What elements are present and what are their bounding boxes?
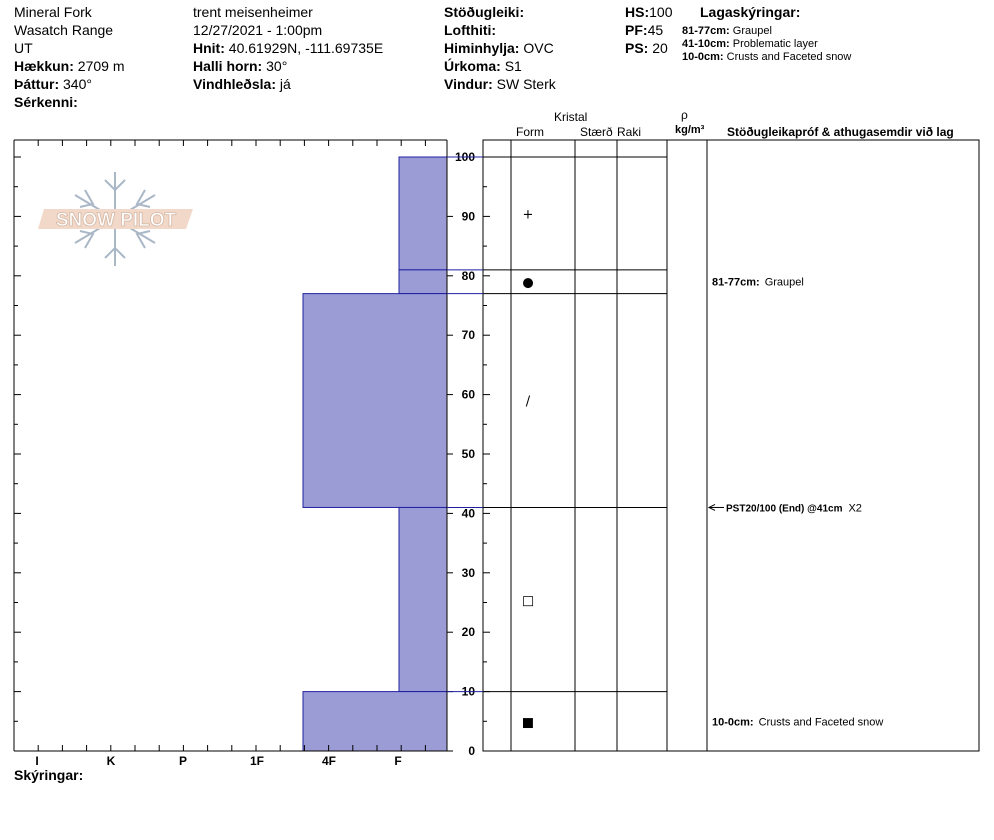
- hardness-bar: [303, 692, 447, 751]
- logo-text: SNOW PILOT: [55, 210, 177, 231]
- stability-label: Stöðugleiki:: [444, 4, 525, 20]
- y-tick-label: 10: [461, 684, 475, 699]
- features-label: Sérkenni:: [14, 94, 78, 110]
- moisture-header: Raki: [617, 125, 642, 139]
- legend-item: 10-0cm: Crusts and Faceted snow: [682, 51, 852, 63]
- hardness-bar: [399, 270, 447, 294]
- hardness-bar: [399, 507, 447, 691]
- grain-form-symbol: □: [521, 593, 535, 609]
- hs-row: HS:100: [625, 4, 673, 20]
- sky-row: Himinhylja: OVC: [444, 40, 554, 56]
- density-unit-header: kg/m³: [675, 124, 705, 136]
- grain-form-symbol: ●: [522, 275, 534, 291]
- comment-text: Graupel: [764, 276, 804, 289]
- y-tick-label: 100: [454, 150, 475, 164]
- layer-comment: [712, 277, 804, 289]
- comment-text: Crusts and Faceted snow: [758, 716, 884, 729]
- y-tick-label: 80: [461, 268, 475, 283]
- y-tick-label: 20: [461, 625, 475, 640]
- y-tick-label: 70: [461, 328, 475, 343]
- legend-title: Lagaskýringar:: [700, 4, 801, 20]
- hardness-tick-label: P: [178, 754, 188, 768]
- y-tick-label: 60: [461, 387, 475, 402]
- coords-row: Hnit: 40.61929N, -111.69735E: [193, 40, 384, 56]
- comment-range: 10-0cm:: [712, 716, 754, 729]
- hardness-tick-label: 4F: [321, 754, 337, 768]
- precip-row: Úrkoma: S1: [444, 58, 522, 74]
- right-panel-frame: [483, 140, 979, 751]
- y-tick-label: 90: [461, 209, 475, 224]
- snowpilot-logo: [38, 172, 193, 266]
- test-label: PST20/100 (End) @41cm: [726, 503, 843, 515]
- pf-row: PF:45: [625, 22, 664, 38]
- comment-range: 81-77cm:: [712, 276, 760, 289]
- observer: trent meisenheimer: [193, 4, 313, 20]
- hardness-tick-label: K: [106, 754, 116, 768]
- test-extra: X2: [848, 502, 862, 515]
- form-header: Form: [516, 125, 544, 139]
- rho-header: ρ: [681, 108, 688, 122]
- legend-item: 41-10cm: Problematic layer: [682, 38, 818, 50]
- crystal-header: Kristal: [554, 110, 588, 124]
- legend-item: 81-77cm: Graupel: [682, 25, 772, 37]
- wind-row: Vindur: SW Sterk: [444, 76, 556, 92]
- grain-form-symbol: ■: [521, 715, 535, 731]
- elevation-row: Hækkun: 2709 m: [14, 58, 125, 74]
- wind-loading-row: Vindhleðsla: já: [193, 76, 291, 92]
- size-header: Stærð: [580, 125, 613, 139]
- y-tick-label: 50: [461, 447, 475, 461]
- aspect-row: Þáttur: 340°: [14, 76, 92, 92]
- grain-form-symbol: +: [522, 207, 534, 223]
- location: Mineral Fork: [14, 4, 92, 20]
- ps-row: PS: 20: [625, 40, 668, 56]
- hardness-bar: [399, 157, 447, 270]
- tests-header: Stöðugleikapróf & athugasemdir við lag: [727, 125, 954, 139]
- hardness-bar: [303, 294, 447, 508]
- hardness-tick-label: F: [394, 754, 402, 768]
- slope-row: Halli horn: 30°: [193, 58, 288, 74]
- airtemp-label: Lofthiti:: [444, 22, 497, 38]
- notes-label: Skýringar:: [14, 767, 84, 783]
- grain-form-symbol: /: [525, 394, 531, 410]
- range: Wasatch Range: [14, 22, 114, 38]
- layer-comment: [712, 716, 883, 728]
- y-tick-label: 0: [468, 744, 475, 758]
- stability-test: [726, 502, 862, 514]
- datetime: 12/27/2021 - 1:00pm: [193, 22, 323, 38]
- hardness-tick-label: 1F: [249, 754, 265, 768]
- y-tick-label: 40: [461, 506, 475, 521]
- hardness-tick-label: I: [35, 754, 39, 768]
- state: UT: [14, 40, 33, 56]
- y-tick-label: 30: [461, 565, 475, 580]
